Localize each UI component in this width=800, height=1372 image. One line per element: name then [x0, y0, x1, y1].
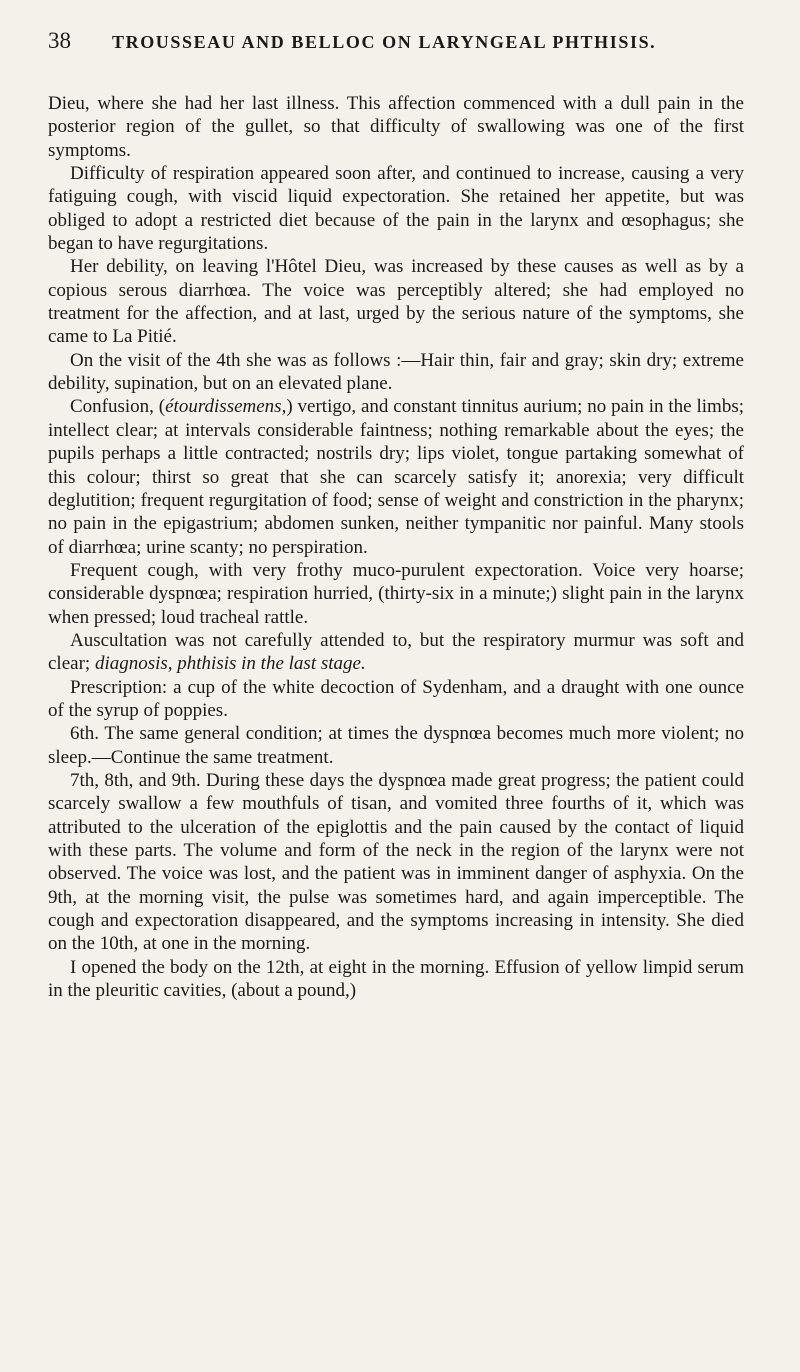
paragraph: I opened the body on the 12th, at eight in the morning. Effusion of yellow limpid serum in the pleuritic cavities, (about a pound,)	[48, 956, 744, 1002]
paragraph: 7th, 8th, and 9th. During these days the dyspnœa made great progress; the patient could scarcely swallow a few mouthfuls of tisan, and vomited three fourths of it, which was attributed to the ulceration of the epiglottis and the pain caused by the contact of liquid with these parts. The volume and form of the neck in the region of the larynx were not observed. The voice was lost, and the patient was in imminent danger of asphyxia. On the 9th, at the morning visit, the pulse was sometimes hard, and again imperceptible. The cough and expectoration disappeared, and the symptoms increasing in intensity. She died on the 10th, at one in the morning.	[48, 769, 744, 955]
paragraph: Frequent cough, with very frothy muco-purulent expectoration. Voice very hoarse; considerable dyspnœa; respiration hurried, (thirty-six in a minute;) slight pain in the larynx when pressed; loud tracheal rattle.	[48, 559, 744, 628]
running-title: TROUSSEAU AND BELLOC ON LARYNGEAL PHTHISIS.	[112, 32, 657, 52]
body-text	[48, 92, 744, 1002]
paragraph-lead: Auscultation was not carefully attended to, but the respiratory murmur was soft and clear;	[48, 629, 744, 675]
paragraph: Her debility, on leaving l'Hôtel Dieu, was increased by these causes as well as by a copious serous diarrhœa. The voice was perceptibly altered; she had employed no treatment for the affection, and at last, urged by the serious nature of the symptoms, she came to La Pitié.	[48, 256, 744, 348]
paragraph: On the visit of the 4th she was as follows :—Hair thin, fair and gray; skin dry; extreme debility, supination, but on an elevated plane.	[48, 349, 744, 395]
italic-term: étourdissemens,	[165, 396, 287, 418]
italic-diagnosis: diagnosis, phthisis in the last stage.	[94, 653, 366, 675]
paragraph-confusion	[48, 395, 744, 558]
paragraph-auscultation	[48, 629, 744, 676]
running-head	[48, 28, 756, 62]
paragraph: Difficulty of respiration appeared soon after, and continued to increase, causing a very fatiguing cough, with viscid liquid expectoration. She retained her appetite, but was obliged to adopt a restricted diet because of the pain in the larynx and œsophagus; she began to have regurgitations.	[48, 163, 744, 255]
paragraph: Dieu, where she had her last illness. This affection commenced with a dull pain in the posterior region of the gullet, so that difficulty of swallowing was one of the first symptoms.	[48, 93, 744, 161]
paragraph: 6th. The same general condition; at times the dyspnœa becomes much more violent; no sleep.—Continue the same treatment.	[48, 723, 744, 768]
paragraph-lead: Confusion, (	[70, 396, 166, 418]
paragraph-rest: ) vertigo, and constant tinnitus aurium; no pain in the limbs; intellect clear; at intervals considerable faintness; nothing remarkable about the eyes; the pupils perhaps a little contracted; nostrils dry; lips violet, tongue partaking somewhat of this colour; thirst so great that she can scarcely satisfy it; anorexia; very difficult deglutition; frequent regurgitation of food; sense of weight and constriction in the pharynx; no pain in the epigastrium; abdomen sunken, neither tympanitic nor painful. Many stools of diarrhœa; urine scanty; no perspiration.	[48, 396, 744, 558]
page-number: 38	[48, 28, 71, 53]
paragraph: Prescription: a cup of the white decoction of Sydenham, and a draught with one ounce of the syrup of poppies.	[48, 676, 744, 721]
